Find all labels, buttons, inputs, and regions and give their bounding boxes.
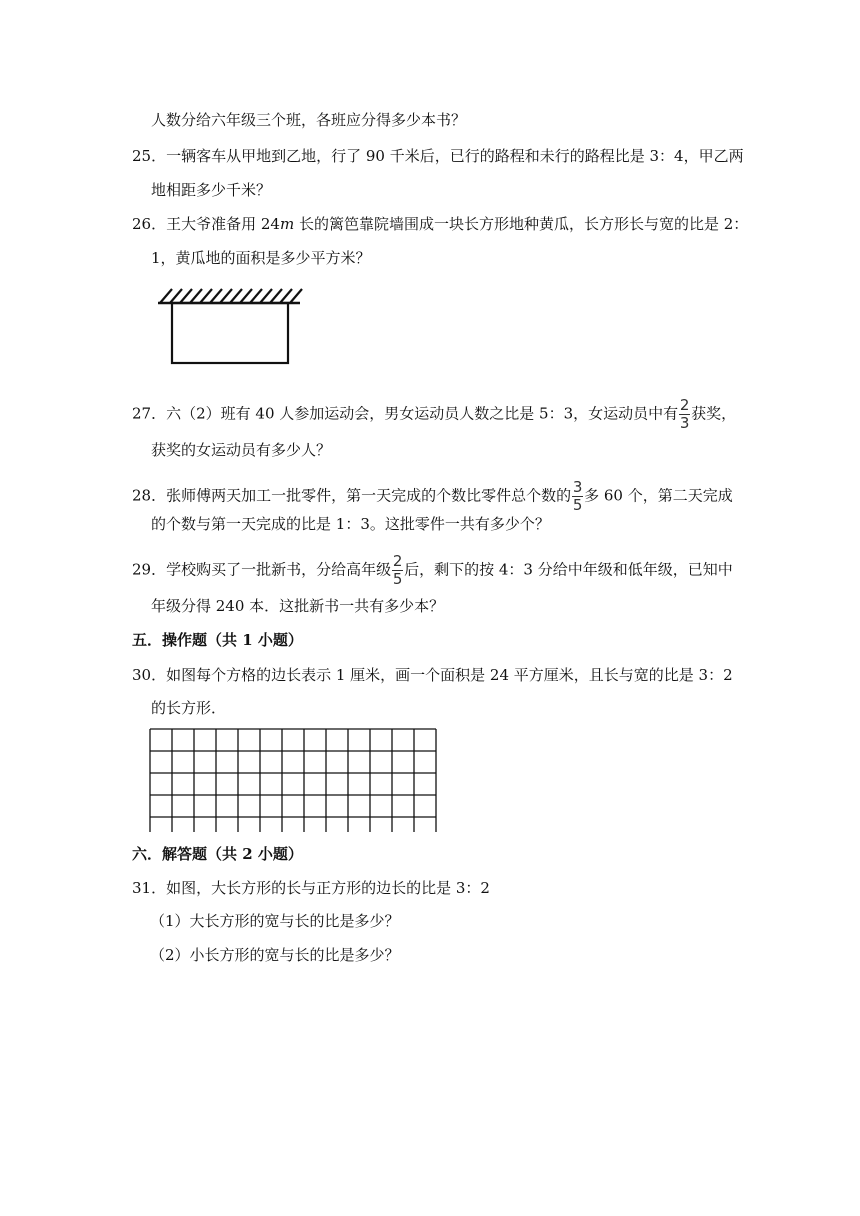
q28-text-pre: 28．张师傅两天加工一批零件，第一天完成的个数比零件总个数的 <box>132 486 572 505</box>
q26-line2: 1，黄瓜地的面积是多少平方米？ <box>151 249 371 267</box>
q28-fraction <box>572 480 583 513</box>
q28-text-post: 多 60 个，第二天完成 <box>584 486 733 505</box>
q29-frac-denominator: 5 <box>392 570 403 588</box>
q27-text-post: 获奖， <box>691 404 737 423</box>
q26-text-post: 长的篱笆靠院墙围成一块长方形地种黄瓜，长方形长与宽的比是 2： <box>294 215 749 233</box>
q29-text-post: 后，剩下的按 4：3 分给中年级和低年级，已知中 <box>404 560 733 579</box>
q26-text-pre: 26．王大爷准备用 24 <box>132 215 280 233</box>
q29-line1 <box>132 554 733 587</box>
q31-line1: 31．如图，大长方形的长与正方形的边长的比是 3：2 <box>132 879 490 897</box>
q29-line2: 年级分得 240 本．这批新书一共有多少本？ <box>151 597 445 615</box>
q27-text-pre: 27．六（2）班有 40 人参加运动会，男女运动员人数之比是 5：3，女运动员中有 <box>132 404 679 423</box>
fence-wall-figure <box>154 285 304 379</box>
q27-frac-numerator: 2 <box>679 396 690 414</box>
q29-text-pre: 29．学校购买了一批新书，分给高年级 <box>132 560 392 579</box>
q25-line1: 25．一辆客车从甲地到乙地，行了 90 千米后，已行的路程和未行的路程比是 3：4，甲乙两 <box>132 147 744 165</box>
q27-line1 <box>132 398 736 431</box>
q31-sub2: （2）小长方形的宽与长的比是多少？ <box>150 946 400 964</box>
q27-fraction <box>679 398 690 431</box>
q31-sub1: （1）大长方形的宽与长的比是多少？ <box>150 912 400 930</box>
q25-line2: 地相距多少千米？ <box>151 181 272 199</box>
q24-continuation: 人数分给六年级三个班，各班应分得多少本书？ <box>151 111 467 129</box>
q30-line2: 的长方形． <box>151 699 227 717</box>
q30-line1: 30．如图每个方格的边长表示 1 厘米，画一个面积是 24 平方厘米，且长与宽的比是 3：2 <box>132 666 733 684</box>
square-grid-figure <box>149 728 441 832</box>
q28-frac-denominator: 5 <box>572 496 583 514</box>
section-5-title: 五．操作题（共 1 小题） <box>132 631 303 649</box>
q28-line1 <box>132 480 733 513</box>
q28-line2: 的个数与第一天完成的比是 1：3。这批零件一共有多少个？ <box>151 515 550 533</box>
q26-line1 <box>132 214 748 234</box>
section-6-title: 六．解答题（共 2 小题） <box>132 845 303 863</box>
q29-fraction <box>392 554 403 587</box>
q27-frac-denominator: 3 <box>679 414 690 432</box>
q26-unit: m <box>279 215 295 233</box>
q28-frac-numerator: 3 <box>572 478 583 496</box>
q27-line2: 获奖的女运动员有多少人？ <box>151 441 332 459</box>
q29-frac-numerator: 2 <box>392 552 403 570</box>
